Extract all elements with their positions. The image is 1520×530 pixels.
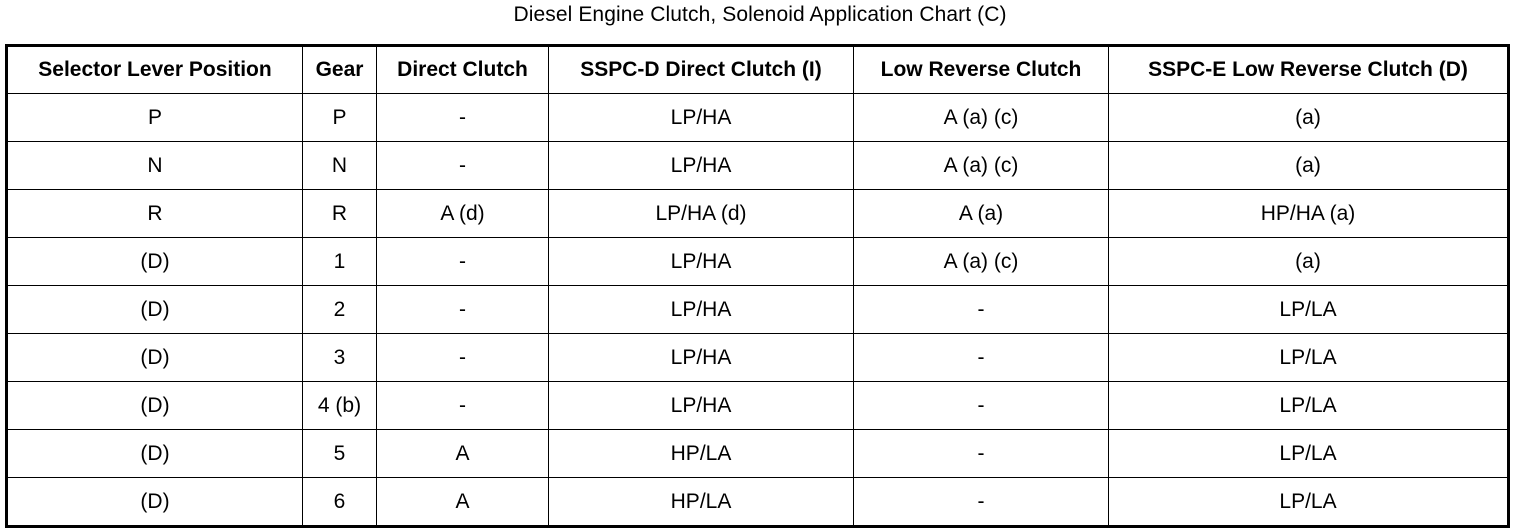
cell-selector-lever-position: (D)	[7, 334, 303, 382]
cell-sspc-d-direct-clutch: LP/HA (d)	[549, 190, 854, 238]
cell-sspc-e-low-reverse-clutch: HP/HA (a)	[1109, 190, 1509, 238]
header-sspc-d-direct-clutch: SSPC-D Direct Clutch (I)	[549, 46, 854, 94]
cell-sspc-e-low-reverse-clutch: LP/LA	[1109, 478, 1509, 527]
header-sspc-e-low-reverse-clutch: SSPC-E Low Reverse Clutch (D)	[1109, 46, 1509, 94]
clutch-solenoid-table	[5, 44, 1510, 528]
cell-sspc-d-direct-clutch: LP/HA	[549, 94, 854, 142]
cell-sspc-d-direct-clutch: LP/HA	[549, 238, 854, 286]
cell-direct-clutch: A (d)	[377, 190, 549, 238]
header-low-reverse-clutch: Low Reverse Clutch	[854, 46, 1109, 94]
cell-sspc-e-low-reverse-clutch: LP/LA	[1109, 430, 1509, 478]
cell-direct-clutch: -	[377, 238, 549, 286]
cell-selector-lever-position: (D)	[7, 286, 303, 334]
cell-selector-lever-position: (D)	[7, 238, 303, 286]
cell-direct-clutch: -	[377, 286, 549, 334]
cell-sspc-d-direct-clutch: HP/LA	[549, 478, 854, 527]
cell-direct-clutch: -	[377, 382, 549, 430]
cell-selector-lever-position: (D)	[7, 382, 303, 430]
cell-sspc-e-low-reverse-clutch: LP/LA	[1109, 286, 1509, 334]
cell-gear: 5	[303, 430, 377, 478]
cell-gear: 3	[303, 334, 377, 382]
cell-sspc-d-direct-clutch: LP/HA	[549, 382, 854, 430]
header-direct-clutch: Direct Clutch	[377, 46, 549, 94]
table-row	[7, 430, 1509, 478]
cell-gear: R	[303, 190, 377, 238]
cell-direct-clutch: -	[377, 142, 549, 190]
cell-selector-lever-position: (D)	[7, 430, 303, 478]
cell-low-reverse-clutch: A (a) (c)	[854, 142, 1109, 190]
cell-selector-lever-position: P	[7, 94, 303, 142]
cell-gear: 2	[303, 286, 377, 334]
cell-sspc-e-low-reverse-clutch: LP/LA	[1109, 334, 1509, 382]
cell-low-reverse-clutch: A (a)	[854, 190, 1109, 238]
cell-sspc-e-low-reverse-clutch: (a)	[1109, 142, 1509, 190]
cell-low-reverse-clutch: -	[854, 286, 1109, 334]
cell-selector-lever-position: (D)	[7, 478, 303, 527]
cell-selector-lever-position: R	[7, 190, 303, 238]
cell-selector-lever-position: N	[7, 142, 303, 190]
cell-low-reverse-clutch: -	[854, 430, 1109, 478]
table-row	[7, 286, 1509, 334]
cell-low-reverse-clutch: A (a) (c)	[854, 94, 1109, 142]
table-title: Diesel Engine Clutch, Solenoid Application Chart (C)	[513, 3, 1007, 26]
cell-low-reverse-clutch: -	[854, 478, 1109, 527]
table-row	[7, 238, 1509, 286]
cell-low-reverse-clutch: A (a) (c)	[854, 238, 1109, 286]
table-row	[7, 142, 1509, 190]
cell-sspc-d-direct-clutch: LP/HA	[549, 142, 854, 190]
cell-direct-clutch: -	[377, 334, 549, 382]
cell-sspc-e-low-reverse-clutch: LP/LA	[1109, 382, 1509, 430]
cell-sspc-d-direct-clutch: HP/LA	[549, 430, 854, 478]
cell-sspc-d-direct-clutch: LP/HA	[549, 286, 854, 334]
cell-low-reverse-clutch: -	[854, 382, 1109, 430]
header-row	[7, 46, 1509, 94]
table-row	[7, 190, 1509, 238]
cell-gear: N	[303, 142, 377, 190]
cell-gear: 6	[303, 478, 377, 527]
cell-gear: 1	[303, 238, 377, 286]
cell-sspc-d-direct-clutch: LP/HA	[549, 334, 854, 382]
cell-direct-clutch: A	[377, 478, 549, 527]
cell-sspc-e-low-reverse-clutch: (a)	[1109, 94, 1509, 142]
table-row	[7, 478, 1509, 527]
header-gear: Gear	[303, 46, 377, 94]
cell-low-reverse-clutch: -	[854, 334, 1109, 382]
cell-direct-clutch: A	[377, 430, 549, 478]
cell-gear: 4 (b)	[303, 382, 377, 430]
table-row	[7, 334, 1509, 382]
cell-direct-clutch: -	[377, 94, 549, 142]
table-row	[7, 94, 1509, 142]
table-row	[7, 382, 1509, 430]
cell-gear: P	[303, 94, 377, 142]
header-selector-lever-position: Selector Lever Position	[7, 46, 303, 94]
cell-sspc-e-low-reverse-clutch: (a)	[1109, 238, 1509, 286]
